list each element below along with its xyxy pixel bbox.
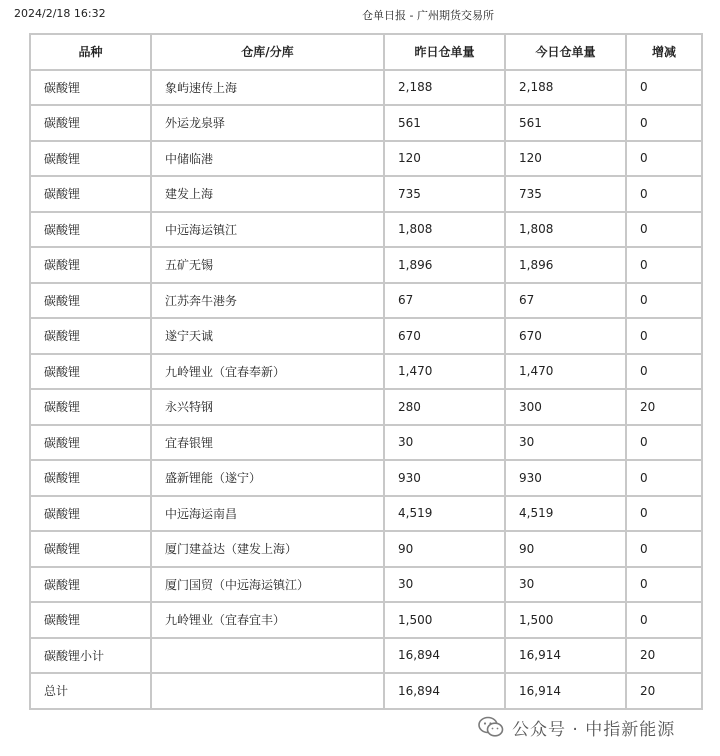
cell-today-qty: 735 [505,176,626,212]
cell-yesterday-qty: 2,188 [384,70,505,106]
watermark [478,713,675,741]
cell-today-qty: 1,500 [505,602,626,638]
table-row [30,460,702,496]
cell-yesterday-qty: 30 [384,425,505,461]
cell-warehouse: 厦门国贸（中远海运镇江） [151,567,384,603]
cell-warehouse: 九岭锂业（宜春宜丰） [151,602,384,638]
cell-yesterday-qty: 1,500 [384,602,505,638]
report-header [0,0,720,28]
cell-today-qty: 1,896 [505,247,626,283]
cell-change: 0 [626,531,702,567]
cell-warehouse [151,673,384,709]
timestamp: 2024/2/18 16:32 [14,7,106,20]
column-header-variety: 品种 [30,34,151,70]
table-row [30,212,702,248]
cell-today-qty: 1,808 [505,212,626,248]
cell-today-qty: 16,914 [505,673,626,709]
cell-change: 0 [626,318,702,354]
table-row [30,602,702,638]
cell-today-qty: 2,188 [505,70,626,106]
cell-yesterday-qty: 735 [384,176,505,212]
column-header-warehouse: 仓库/分库 [151,34,384,70]
cell-today-qty: 670 [505,318,626,354]
cell-today-qty: 30 [505,567,626,603]
cell-variety: 碳酸锂小计 [30,638,151,674]
wechat-icon [478,716,504,738]
cell-yesterday-qty: 4,519 [384,496,505,532]
column-header-yesterday-qty: 昨日仓单量 [384,34,505,70]
cell-warehouse: 厦门建益达（建发上海） [151,531,384,567]
table-row [30,141,702,177]
cell-today-qty: 930 [505,460,626,496]
cell-today-qty: 300 [505,389,626,425]
cell-today-qty: 1,470 [505,354,626,390]
cell-variety: 碳酸锂 [30,105,151,141]
cell-change: 0 [626,212,702,248]
cell-warehouse: 中远海运南昌 [151,496,384,532]
cell-variety: 碳酸锂 [30,247,151,283]
cell-change: 0 [626,176,702,212]
cell-yesterday-qty: 561 [384,105,505,141]
cell-change: 0 [626,567,702,603]
table-row [30,176,702,212]
table-row [30,318,702,354]
table-row [30,247,702,283]
cell-variety: 碳酸锂 [30,318,151,354]
cell-change: 0 [626,460,702,496]
table-row [30,673,702,709]
cell-yesterday-qty: 670 [384,318,505,354]
table-row [30,531,702,567]
cell-warehouse: 宜春银锂 [151,425,384,461]
cell-today-qty: 67 [505,283,626,319]
cell-warehouse: 象屿速传上海 [151,70,384,106]
table-header-row [30,34,702,70]
watermark-text: 公众号 · 中指新能源 [512,719,676,740]
table-row [30,70,702,106]
cell-change: 0 [626,602,702,638]
cell-today-qty: 120 [505,141,626,177]
cell-yesterday-qty: 30 [384,567,505,603]
cell-yesterday-qty: 120 [384,141,505,177]
cell-change: 0 [626,354,702,390]
table-row [30,283,702,319]
cell-change: 20 [626,673,702,709]
cell-change: 0 [626,70,702,106]
cell-variety: 碳酸锂 [30,354,151,390]
cell-variety: 碳酸锂 [30,531,151,567]
cell-change: 0 [626,141,702,177]
table-row [30,496,702,532]
cell-today-qty: 30 [505,425,626,461]
cell-yesterday-qty: 16,894 [384,673,505,709]
cell-yesterday-qty: 16,894 [384,638,505,674]
cell-variety: 碳酸锂 [30,141,151,177]
cell-warehouse: 外运龙泉驿 [151,105,384,141]
cell-yesterday-qty: 90 [384,531,505,567]
cell-change: 20 [626,389,702,425]
cell-warehouse: 五矿无锡 [151,247,384,283]
cell-warehouse: 中远海运镇江 [151,212,384,248]
cell-warehouse: 中储临港 [151,141,384,177]
cell-change: 0 [626,283,702,319]
cell-variety: 碳酸锂 [30,496,151,532]
cell-change: 0 [626,105,702,141]
cell-variety: 碳酸锂 [30,602,151,638]
cell-yesterday-qty: 1,808 [384,212,505,248]
table-row [30,425,702,461]
table-body [30,70,702,709]
cell-yesterday-qty: 1,896 [384,247,505,283]
cell-variety: 总计 [30,673,151,709]
cell-yesterday-qty: 1,470 [384,354,505,390]
cell-variety: 碳酸锂 [30,70,151,106]
cell-variety: 碳酸锂 [30,176,151,212]
report-title: 仓单日报 - 广州期货交易所 [362,9,494,22]
cell-change: 0 [626,247,702,283]
cell-yesterday-qty: 280 [384,389,505,425]
table-row [30,354,702,390]
cell-warehouse: 永兴特钢 [151,389,384,425]
cell-warehouse: 盛新锂能（遂宁） [151,460,384,496]
table-row [30,389,702,425]
cell-change: 0 [626,496,702,532]
cell-yesterday-qty: 930 [384,460,505,496]
column-header-today-qty: 今日仓单量 [505,34,626,70]
table-row [30,638,702,674]
cell-change: 0 [626,425,702,461]
cell-today-qty: 16,914 [505,638,626,674]
table-row [30,567,702,603]
cell-today-qty: 4,519 [505,496,626,532]
cell-warehouse [151,638,384,674]
cell-variety: 碳酸锂 [30,460,151,496]
cell-warehouse: 遂宁天诚 [151,318,384,354]
warehouse-receipt-table [29,33,703,710]
cell-warehouse: 建发上海 [151,176,384,212]
cell-change: 20 [626,638,702,674]
table-row [30,105,702,141]
cell-yesterday-qty: 67 [384,283,505,319]
cell-today-qty: 90 [505,531,626,567]
column-header-change: 增减 [626,34,702,70]
cell-variety: 碳酸锂 [30,283,151,319]
cell-warehouse: 江苏奔牛港务 [151,283,384,319]
cell-variety: 碳酸锂 [30,389,151,425]
cell-variety: 碳酸锂 [30,212,151,248]
cell-variety: 碳酸锂 [30,425,151,461]
cell-variety: 碳酸锂 [30,567,151,603]
cell-today-qty: 561 [505,105,626,141]
cell-warehouse: 九岭锂业（宜春奉新） [151,354,384,390]
